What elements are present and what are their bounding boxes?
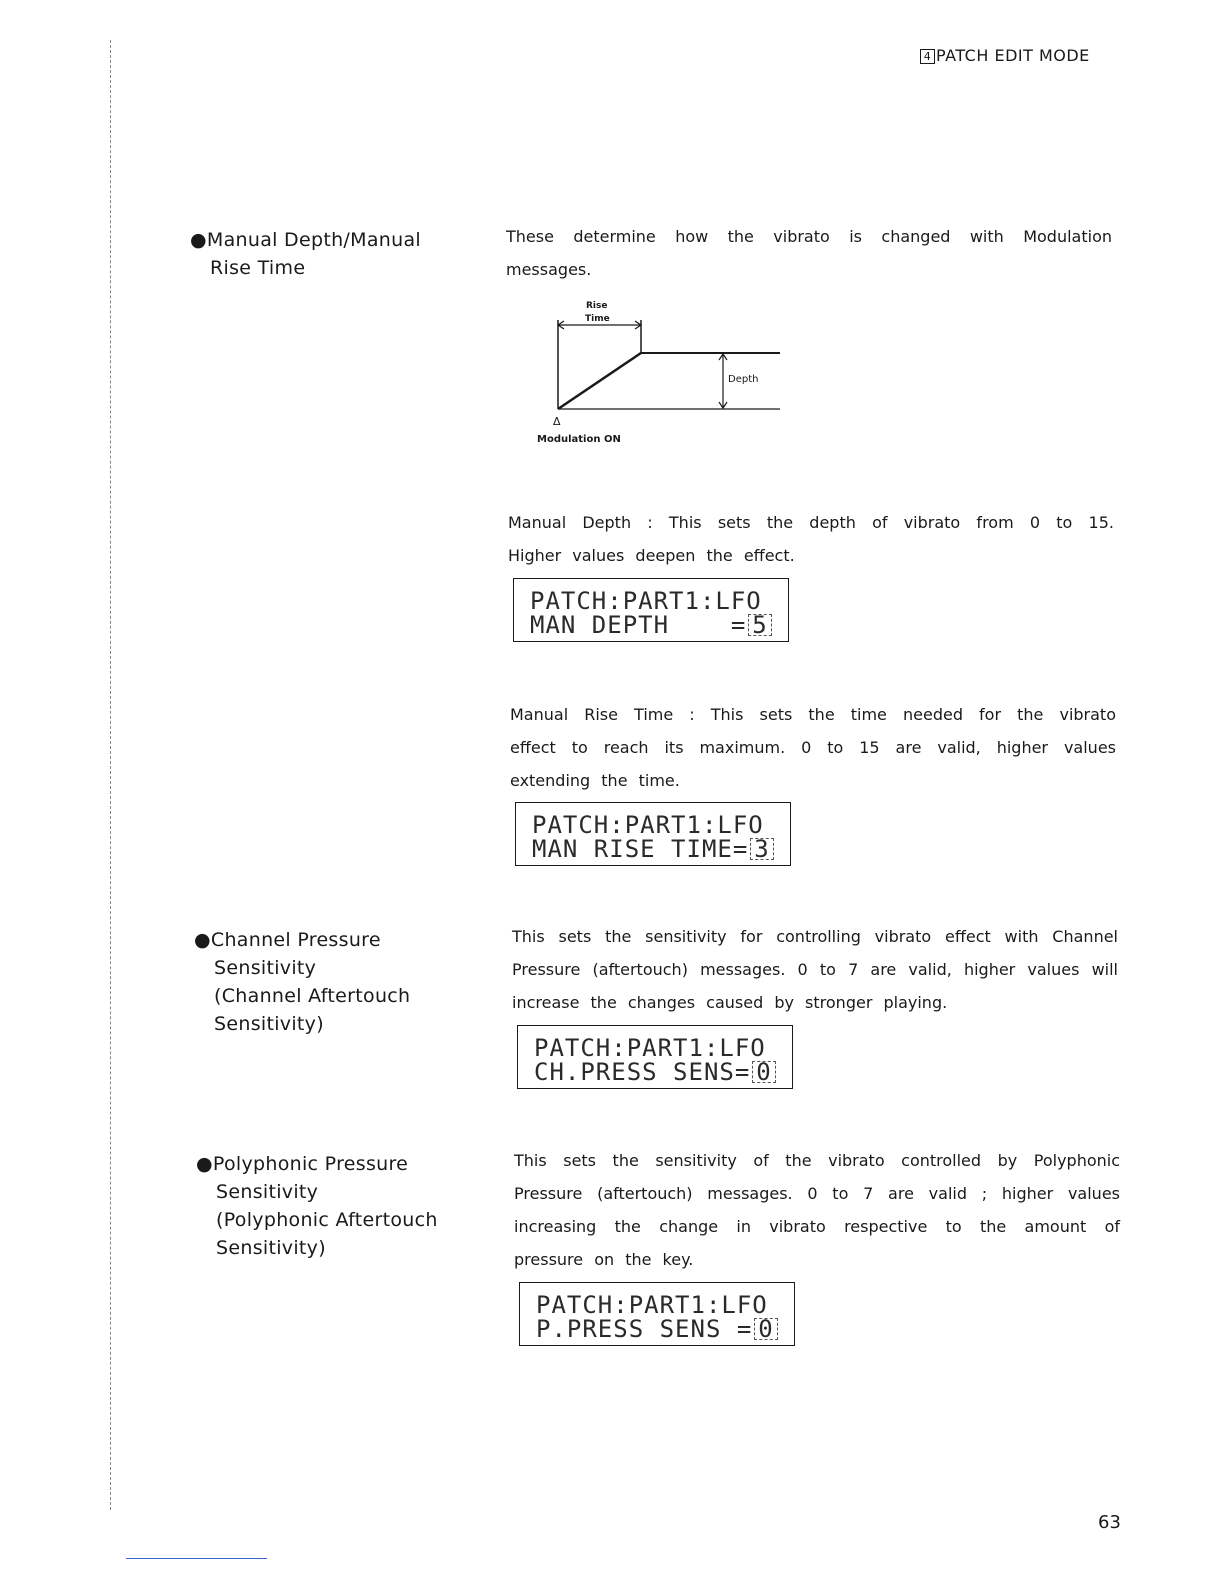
lcd-line-1: PATCH:PART1:LFO: [530, 587, 762, 615]
lcd-value-cursor: 0: [754, 1318, 777, 1340]
section-title-line: Sensitivity): [216, 1237, 326, 1259]
rise-time-depth-diagram: [530, 292, 800, 452]
section-title-line: ●Polyphonic Pressure: [196, 1153, 409, 1175]
manual-rise-time-description: Manual Rise Time : This sets the time needed for the vibrato effect to reach its maximum. 0 to 15 are valid, higher values extending the time.: [510, 705, 1116, 790]
lcd-line-2: MAN RISE TIME=: [532, 835, 749, 863]
rise-curve: [558, 353, 641, 409]
binding-margin-line: [110, 40, 111, 1510]
section-title-line: ●Channel Pressure: [194, 929, 381, 951]
section-title-line: ●Manual Depth/Manual: [190, 229, 421, 251]
section-title-manual-depth: [190, 226, 421, 282]
rise-label-line2: Time: [585, 314, 610, 324]
section-title-channel-pressure: [194, 926, 410, 1038]
lcd-value-cursor: 0: [752, 1061, 775, 1083]
lcd-line-1: PATCH:PART1:LFO: [534, 1034, 766, 1062]
lcd-display-channel-pressure: [517, 1025, 793, 1089]
lcd-display-manual-rise-time: [515, 802, 791, 866]
footer-rule: [126, 1558, 267, 1559]
section-number-box: 4: [920, 49, 935, 64]
section-title-line: (Polyphonic Aftertouch: [216, 1209, 438, 1231]
section-title-polyphonic-pressure: [196, 1150, 438, 1262]
modulation-on-label: Modulation ON: [537, 434, 621, 445]
section-title-line: Rise Time: [210, 257, 306, 279]
manual-depth-intro: These determine how the vibrato is changed with Modulation messages.: [506, 227, 1112, 279]
lcd-value-cursor: 3: [750, 838, 773, 860]
depth-label: Depth: [728, 374, 759, 385]
polyphonic-pressure-description: This sets the sensitivity of the vibrato controlled by Polyphonic Pressure (aftertouch) messages. 0 to 7 are valid ; higher values increasing the change in vibrato respective to the amount of pressure on the key.: [514, 1151, 1120, 1269]
manual-depth-description: Manual Depth : This sets the depth of vibrato from 0 to 15. Higher values deepen the effect.: [508, 513, 1114, 565]
rise-label-line1: Rise: [586, 301, 608, 311]
section-title-line: Sensitivity): [214, 1013, 324, 1035]
lcd-line-2: MAN DEPTH =: [530, 611, 747, 639]
page-number: 63: [1098, 1512, 1121, 1533]
section-title-line: Sensitivity: [214, 957, 317, 979]
lcd-line-1: PATCH:PART1:LFO: [532, 811, 764, 839]
section-title-line: Sensitivity: [216, 1181, 319, 1203]
lcd-line-1: PATCH:PART1:LFO: [536, 1291, 768, 1319]
lcd-value-cursor: 5: [748, 614, 771, 636]
lcd-display-manual-depth: [513, 578, 789, 642]
modulation-on-marker: Δ: [553, 415, 561, 428]
page-header: [920, 46, 1090, 65]
section-title-line: (Channel Aftertouch: [214, 985, 411, 1007]
lcd-display-polyphonic-pressure: [519, 1282, 795, 1346]
channel-pressure-description: This sets the sensitivity for controlling vibrato effect with Channel Pressure (aftertouch) messages. 0 to 7 are valid, higher values will increase the changes caused by stronger playing.: [512, 927, 1118, 1012]
header-title: PATCH EDIT MODE: [936, 46, 1090, 65]
lcd-line-2: P.PRESS SENS =: [536, 1315, 753, 1343]
lcd-line-2: CH.PRESS SENS=: [534, 1058, 751, 1086]
